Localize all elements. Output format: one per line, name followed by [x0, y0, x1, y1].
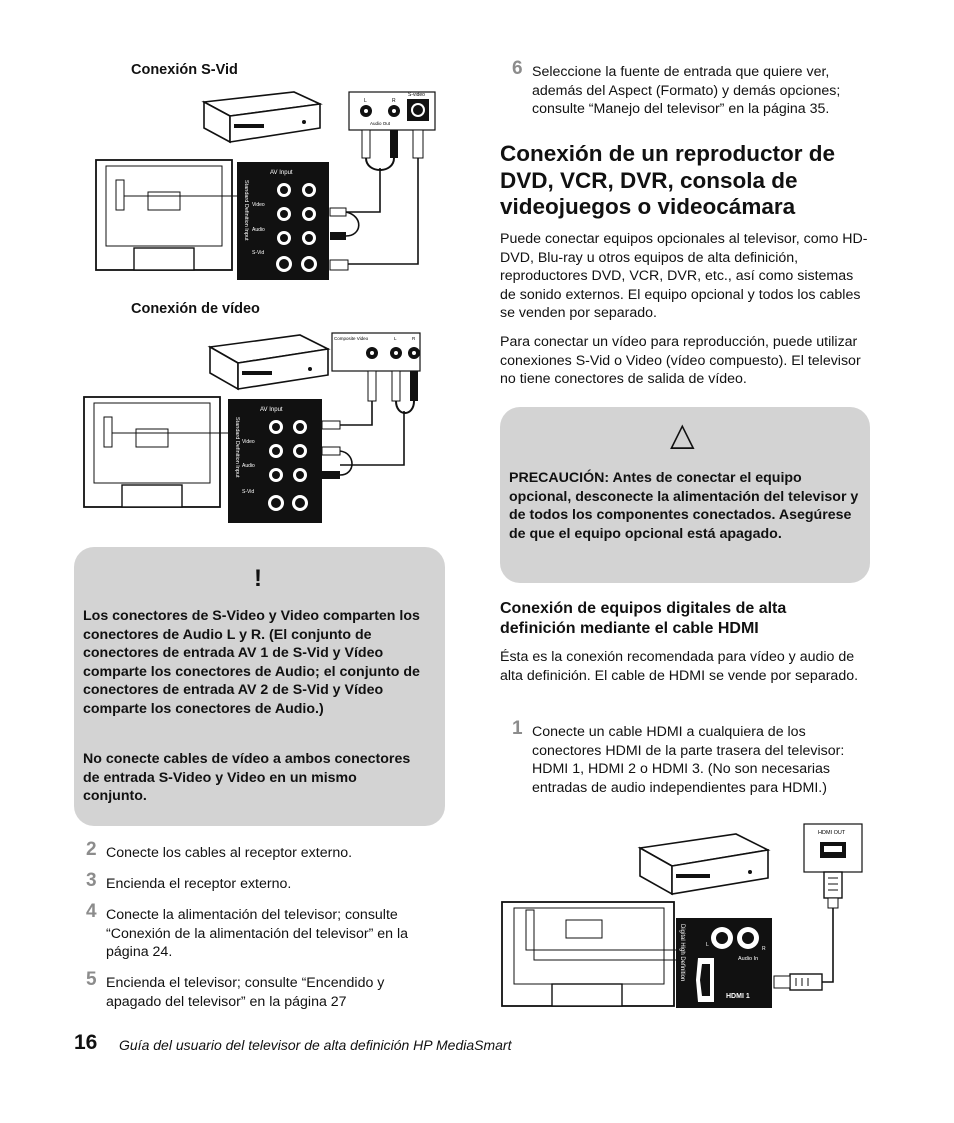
svid-label-2: S-Vid: [242, 489, 255, 495]
av-input-label: AV Input: [270, 170, 293, 176]
hd-device-icon: [640, 834, 768, 894]
r-label-2: R: [412, 336, 416, 341]
step-number: 5: [86, 969, 97, 990]
step-text: Seleccione la fuente de entrada que quiere ver, además del Aspect (Formato) y demás opciones; consulte “Manejo del televisor” en la página 35.: [532, 64, 841, 118]
caution-text: PRECAUCIÓN: Antes de conectar el equipo opcional, desconecte la alimentación del televisor y de todos los componentes conectados. Asegúrese de que el equipo opcional está apagado.: [509, 470, 859, 542]
step-text: Conecte un cable HDMI a cualquiera de los conectores HDMI de la parte trasera del televisor: HDMI 1, HDMI 2 o HDMI 3. (No son necesarias entradas de audio independientes para HDMI.): [532, 724, 845, 796]
note-paragraph-1: Los conectores de S-Video y Video comparten los conectores de Audio L y R. (El conjunto de conectores de entrada AV 1 de S-Vid y Vídeo comparte los conectores de Audio; el conjunto de conectores de entrada AV 2 de S-Vid y Vídeo comparte los conectores de Audio.): [83, 608, 420, 717]
step-text: Encienda el receptor externo.: [106, 876, 292, 892]
step-text: Conecte los cables al receptor externo.: [106, 845, 353, 861]
step-1: [512, 718, 872, 797]
footer-title: Guía del usuario del televisor de alta definición HP MediaSmart: [119, 1037, 512, 1053]
hdmi-subheading: Conexión de equipos digitales de alta definición mediante el cable HDMI: [500, 600, 787, 637]
standard-def-label: Standard Definition Input: [243, 180, 249, 241]
video-connection-diagram: [82, 325, 428, 525]
l-label-3: L: [706, 942, 709, 948]
video-caption: Conexión de vídeo: [131, 301, 260, 317]
note-paragraph-2: No conecte cables de vídeo a ambos conectores de entrada S-Video y Video en un mismo conjunto.: [83, 751, 411, 805]
step-3: [86, 870, 436, 894]
step-5: [86, 969, 426, 1011]
step-text: Conecte la alimentación del televisor; consulte “Conexión de la alimentación del televisor” en la página 24.: [106, 907, 409, 961]
external-receiver-icon: [204, 92, 320, 142]
audio-in-label: Audio In: [738, 956, 759, 962]
standard-def-label-2: Standard Definition Input: [234, 417, 240, 478]
step-2: [86, 839, 436, 863]
step-number: 3: [86, 870, 97, 891]
svid-connection-diagram: [94, 84, 440, 294]
step-number: 4: [86, 901, 97, 922]
hdmi-connection-diagram: [500, 820, 866, 1010]
audio-label: Audio: [252, 227, 265, 233]
step-number: 2: [86, 839, 97, 860]
l-label-2: L: [394, 336, 397, 341]
tv-back-icon: [96, 160, 237, 270]
av-input-label-2: AV Input: [260, 407, 283, 413]
step-6: [512, 58, 872, 119]
composite-video-label: Composite Video: [334, 336, 369, 341]
warning-triangle-icon: △: [670, 416, 695, 452]
page-number: 16: [74, 1031, 98, 1054]
svid-caption: Conexión S-Vid: [131, 62, 238, 78]
hdmi-paragraph: Ésta es la conexión recomendada para vídeo y audio de alta definición. El cable de HDMI se vende por separado.: [500, 649, 859, 684]
video-label-2: Video: [242, 439, 255, 445]
r-label-3: R: [762, 946, 766, 952]
digital-hd-label: Digital High Definition: [679, 924, 685, 982]
video-label: Video: [252, 202, 265, 208]
hdmi-out-label: HDMI OUT: [818, 830, 846, 836]
exclamation-icon: !: [254, 565, 262, 592]
tv-back-icon-2: [84, 397, 228, 507]
connection-paragraph: Para conectar un vídeo para reproducción, puede utilizar conexiones S-Vid o Video (vídeo compuesto). El televisor no tiene conectores de salida de vídeo.: [500, 334, 861, 388]
svid-label: S-Vid: [252, 250, 265, 256]
section-heading: Conexión de un reproductor de DVD, VCR, DVR, consola de videojuegos o videocámara: [500, 141, 836, 219]
step-number: 6: [512, 58, 523, 79]
note-box: [74, 547, 445, 826]
tv-back-icon-3: [502, 902, 680, 1006]
audio-label-2: Audio: [242, 463, 255, 469]
intro-paragraph: Puede conectar equipos opcionales al televisor, como HD-DVD, Blu-ray u otros equipos de alta definición, reproductores DVD, VCR, DVR, etc., así como sistemas de sonido externos. El equipo opcional y todos los cables se venden por separado.: [500, 231, 868, 322]
external-player-icon: [210, 335, 328, 389]
step-number: 1: [512, 718, 523, 739]
step-4: [86, 901, 446, 962]
step-text: Encienda el televisor; consulte “Encendido y apagado del televisor” en la página 27: [106, 975, 385, 1010]
caution-box: [500, 407, 870, 583]
r-label: R: [392, 98, 396, 104]
svideo-label: S-video: [408, 92, 425, 98]
hdmi1-label: HDMI 1: [726, 993, 750, 1000]
l-label: L: [364, 98, 367, 104]
audio-out-label: Audio Out: [370, 121, 391, 126]
